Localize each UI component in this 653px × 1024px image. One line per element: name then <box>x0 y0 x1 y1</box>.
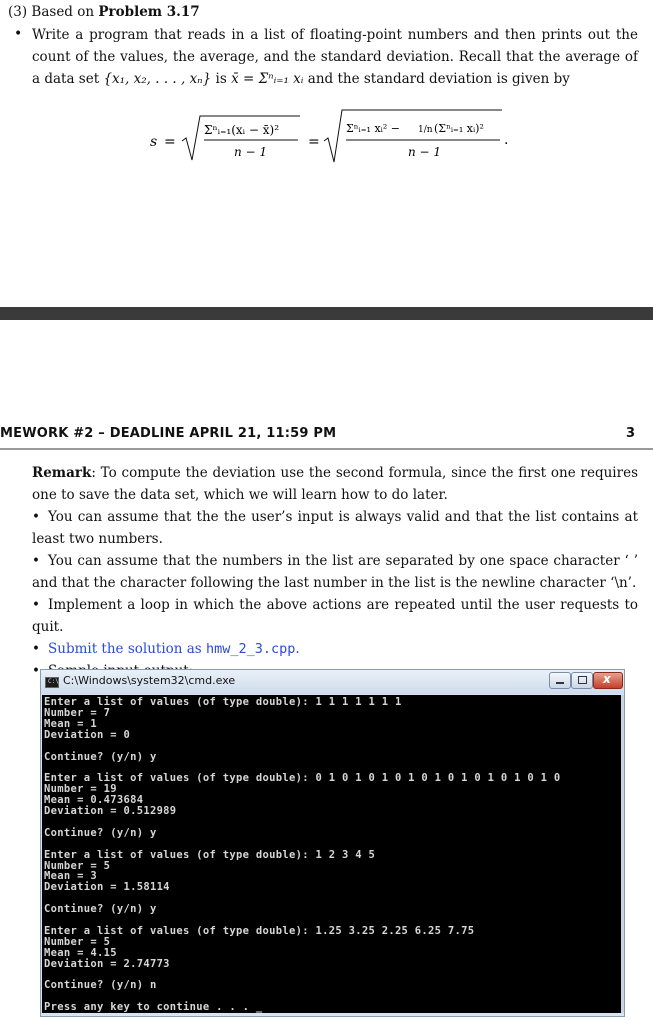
console-line: Deviation = 0 <box>44 728 131 741</box>
console-line: Enter a list of values (of type double): 1.25 3.25 2.25 6.25 7.75 <box>44 924 475 937</box>
console-line: Deviation = 1.58114 <box>44 881 170 894</box>
formula-eq-1: = <box>164 134 176 150</box>
problem-text-set: {x₁, x₂, . . . , xₙ} <box>103 71 212 87</box>
console-line: Enter a list of values (of type double): 1 1 1 1 1 1 1 <box>44 696 402 708</box>
console-line: Continue? (y/n) y <box>44 903 157 916</box>
problem-number: (3) <box>8 4 28 20</box>
console-line: Enter a list of values (of type double): 1 2 3 4 5 <box>44 848 376 861</box>
list-item <box>32 594 638 638</box>
console-title: C:\Windows\system32\cmd.exe <box>63 674 236 687</box>
remark-label: Remark <box>32 465 92 481</box>
console-line: Continue? (y/n) y <box>44 750 157 763</box>
console-titlebar[interactable] <box>41 670 624 694</box>
list-item <box>32 550 638 594</box>
console-line: Deviation = 2.74773 <box>44 957 170 970</box>
problem-text <box>32 24 638 90</box>
console-window <box>40 669 625 1017</box>
formula-eq-2: = <box>308 134 320 150</box>
formula-num-1: Σⁿᵢ₌₁(xᵢ − x̄)² <box>204 123 280 137</box>
maximize-button[interactable] <box>571 672 593 689</box>
formula-den-2: n − 1 <box>408 145 442 159</box>
list-item <box>32 638 638 660</box>
formula-num-2b: (Σⁿᵢ₌₁ xᵢ)² <box>434 122 484 135</box>
remark-section <box>32 462 638 682</box>
bullet-icon: • <box>32 597 40 613</box>
console-line: Press any key to continue . . . _ <box>44 1001 263 1014</box>
submit-text: Submit the solution as <box>48 641 207 657</box>
formula-s: s <box>150 134 158 150</box>
formula-den-1: n − 1 <box>234 145 268 159</box>
remark-text: : To compute the deviation use the second formula, since the first one requires one to save the data set, which we will learn how to do later. <box>32 465 638 503</box>
console-line: Continue? (y/n) y <box>44 826 157 839</box>
problem-text-is: is <box>211 71 232 87</box>
remark-item-3: Implement a loop in which the above actions are repeated until the user requests to quit. <box>32 597 638 635</box>
close-icon: x <box>603 672 611 686</box>
header-rule <box>0 448 653 450</box>
console-line: Number = 5 <box>44 859 111 872</box>
bullet-icon: • <box>32 663 40 679</box>
console-line: Deviation = 0.512989 <box>44 805 177 817</box>
page-separator <box>0 307 653 320</box>
problem-prefix: Based on <box>31 4 95 20</box>
submit-end: . <box>295 641 300 657</box>
close-button[interactable] <box>593 672 623 689</box>
bullet-icon: • <box>32 509 40 525</box>
problem-section <box>0 0 653 300</box>
console-line: Mean = 1 <box>44 717 97 730</box>
remark-paragraph <box>32 462 638 506</box>
console-line: Enter a list of values (of type double): 0 1 0 1 0 1 0 1 0 1 0 1 0 1 0 1 0 1 0 <box>44 772 561 785</box>
problem-text-avg: x̄ = Σⁿᵢ₌₁ xᵢ <box>231 71 304 87</box>
console-line: Continue? (y/n) n <box>44 979 157 992</box>
maximize-icon <box>578 676 587 684</box>
console-line: Number = 19 <box>44 783 117 796</box>
console-scrollbar[interactable] <box>621 695 624 1013</box>
remark-item-2: You can assume that the numbers in the list are separated by one space character ‘ ’ and that the character following the last number in the list is the newline character ‘\n’. <box>32 553 638 591</box>
bullet-icon: • <box>32 641 40 657</box>
problem-text-main: Write a program that reads in a list of floating-point numbers and then prints out the count of the values, the average, and the standard deviation. Recall that the average of a data set <box>32 27 638 87</box>
minimize-button[interactable] <box>549 672 571 689</box>
console-line: Number = 7 <box>44 706 111 719</box>
console-line: Number = 5 <box>44 935 111 948</box>
formula-end: . <box>504 132 509 148</box>
cmd-icon: C:\ <box>45 677 59 688</box>
std-dev-formula <box>150 108 520 168</box>
formula-num-2-frac: 1/n <box>418 125 433 135</box>
list-item <box>32 506 638 550</box>
console-output[interactable] <box>42 695 621 1013</box>
remark-item-1: You can assume that the the user’s input is always valid and that the list contains at least two numbers. <box>32 509 638 547</box>
minimize-icon <box>556 682 564 684</box>
formula-num-2a: Σⁿᵢ₌₁ xᵢ² − <box>346 122 401 135</box>
console-line: Mean = 4.15 <box>44 946 117 959</box>
page-number: 3 <box>625 426 635 441</box>
problem-text-tail: and the standard deviation is given by <box>303 71 570 87</box>
page-header-title: MEWORK #2 – DEADLINE APRIL 21, 11:59 PM <box>0 426 337 441</box>
console-line: Mean = 3 <box>44 870 97 883</box>
problem-heading <box>8 4 200 20</box>
submit-file-link[interactable]: hmw_2_3.cpp <box>206 641 296 657</box>
console-line: Mean = 0.473684 <box>44 794 144 807</box>
problem-ref: Problem 3.17 <box>98 4 200 20</box>
bullet-icon: • <box>32 553 40 569</box>
bullet-icon: • <box>14 26 23 42</box>
